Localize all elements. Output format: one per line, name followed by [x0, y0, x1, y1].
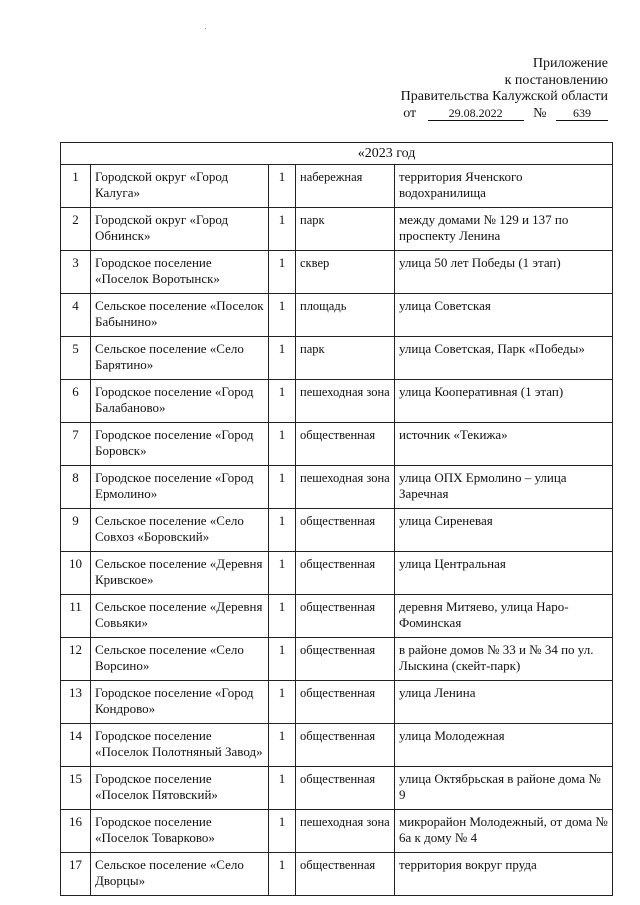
row-number: 13: [61, 681, 91, 724]
row-number: 8: [61, 466, 91, 509]
territory-type: сквер: [296, 251, 395, 294]
row-number: 2: [61, 208, 91, 251]
object-count: 1: [269, 165, 296, 208]
territory-type: общественная: [296, 724, 395, 767]
row-number: 9: [61, 509, 91, 552]
location-address: между домами № 129 и 137 по проспекту Ленина: [395, 208, 613, 251]
row-number: 7: [61, 423, 91, 466]
territory-type: парк: [296, 337, 395, 380]
location-address: улица Советская, Парк «Победы»: [395, 337, 613, 380]
municipality-name: Сельское поселение «Поселок Бабынино»: [91, 294, 269, 337]
municipality-name: Сельское поселение «Село Совхоз «Боровский»: [91, 509, 269, 552]
row-number: 3: [61, 251, 91, 294]
territory-type: общественная: [296, 423, 395, 466]
municipality-name: Городское поселение «Город Ермолино»: [91, 466, 269, 509]
municipality-name: Городской округ «Город Калуга»: [91, 165, 269, 208]
municipality-name: Сельское поселение «Деревня Совьяки»: [91, 595, 269, 638]
table-row: [61, 853, 613, 896]
resolution-number: 639: [556, 106, 608, 121]
object-count: 1: [269, 509, 296, 552]
object-count: 1: [269, 337, 296, 380]
territory-type: пешеходная зона: [296, 466, 395, 509]
location-address: улица Советская: [395, 294, 613, 337]
territory-type: общественная: [296, 681, 395, 724]
location-address: улица Октябрьская в районе дома № 9: [395, 767, 613, 810]
table-row: [61, 724, 613, 767]
location-address: источник «Текижа»: [395, 423, 613, 466]
table-row: [61, 552, 613, 595]
municipality-name: Городское поселение «Поселок Товарково»: [91, 810, 269, 853]
resolution-label: к постановлению: [504, 72, 608, 88]
table-row: [61, 208, 613, 251]
municipality-name: Сельское поселение «Село Ворсино»: [91, 638, 269, 681]
table-row: [61, 423, 613, 466]
appendix-header: [308, 56, 608, 122]
object-count: 1: [269, 466, 296, 509]
table-row: [61, 681, 613, 724]
location-address: улица 50 лет Победы (1 этап): [395, 251, 613, 294]
municipality-name: Городское поселение «Город Кондрово»: [91, 681, 269, 724]
location-address: территория вокруг пруда: [395, 853, 613, 896]
table-row: [61, 767, 613, 810]
object-count: 1: [269, 767, 296, 810]
territory-type: общественная: [296, 509, 395, 552]
table-row: [61, 810, 613, 853]
location-address: в районе домов № 33 и № 34 по ул. Лыскина (скейт-парк): [395, 638, 613, 681]
table-row: [61, 337, 613, 380]
territory-type: пешеходная зона: [296, 380, 395, 423]
row-number: 12: [61, 638, 91, 681]
resolution-date: 29.08.2022: [428, 106, 524, 121]
object-count: 1: [269, 294, 296, 337]
table-row: [61, 595, 613, 638]
from-label: от: [403, 105, 417, 121]
projects-table: [60, 142, 613, 896]
table-row: [61, 165, 613, 208]
number-label: №: [533, 105, 547, 121]
object-count: 1: [269, 380, 296, 423]
object-count: 1: [269, 681, 296, 724]
territory-type: парк: [296, 208, 395, 251]
scan-speck: [205, 28, 206, 29]
location-address: улица ОПХ Ермолино – улица Заречная: [395, 466, 613, 509]
row-number: 6: [61, 380, 91, 423]
table-row: [61, 466, 613, 509]
territory-type: общественная: [296, 638, 395, 681]
location-address: улица Молодежная: [395, 724, 613, 767]
object-count: 1: [269, 208, 296, 251]
municipality-name: Городское поселение «Поселок Полотняный Завод»: [91, 724, 269, 767]
row-number: 1: [61, 165, 91, 208]
table-row: [61, 509, 613, 552]
territory-type: площадь: [296, 294, 395, 337]
table-row: [61, 638, 613, 681]
government-name: Правительства Калужской области: [400, 89, 608, 104]
object-count: 1: [269, 595, 296, 638]
territory-type: общественная: [296, 552, 395, 595]
municipality-name: Сельское поселение «Деревня Кривское»: [91, 552, 269, 595]
object-count: 1: [269, 423, 296, 466]
object-count: 1: [269, 810, 296, 853]
object-count: 1: [269, 853, 296, 896]
row-number: 14: [61, 724, 91, 767]
location-address: улица Центральная: [395, 552, 613, 595]
year-row: [61, 143, 613, 165]
row-number: 17: [61, 853, 91, 896]
row-number: 4: [61, 294, 91, 337]
location-address: улица Ленина: [395, 681, 613, 724]
object-count: 1: [269, 724, 296, 767]
location-address: улица Кооперативная (1 этап): [395, 380, 613, 423]
object-count: 1: [269, 552, 296, 595]
object-count: 1: [269, 638, 296, 681]
table-row: [61, 251, 613, 294]
territory-type: общественная: [296, 767, 395, 810]
location-address: микрорайон Молодежный, от дома № 6а к дому № 4: [395, 810, 613, 853]
municipality-name: Городское поселение «Поселок Пятовский»: [91, 767, 269, 810]
municipality-name: Городской округ «Город Обнинск»: [91, 208, 269, 251]
table-row: [61, 380, 613, 423]
territory-type: набережная: [296, 165, 395, 208]
municipality-name: Городское поселение «Поселок Воротынск»: [91, 251, 269, 294]
table-row: [61, 294, 613, 337]
municipality-name: Городское поселение «Город Балабаново»: [91, 380, 269, 423]
row-number: 16: [61, 810, 91, 853]
location-address: территория Яченского водохранилища: [395, 165, 613, 208]
object-count: 1: [269, 251, 296, 294]
location-address: улица Сиреневая: [395, 509, 613, 552]
year-label: «2023 год: [61, 143, 613, 165]
row-number: 10: [61, 552, 91, 595]
appendix-title: Приложение: [532, 56, 608, 71]
row-number: 15: [61, 767, 91, 810]
territory-type: общественная: [296, 853, 395, 896]
territory-type: пешеходная зона: [296, 810, 395, 853]
date-number-line: [403, 106, 608, 123]
municipality-name: Сельское поселение «Село Барятино»: [91, 337, 269, 380]
municipality-name: Городское поселение «Город Боровск»: [91, 423, 269, 466]
territory-type: общественная: [296, 595, 395, 638]
row-number: 5: [61, 337, 91, 380]
location-address: деревня Митяево, улица Наро-Фоминская: [395, 595, 613, 638]
municipality-name: Сельское поселение «Село Дворцы»: [91, 853, 269, 896]
row-number: 11: [61, 595, 91, 638]
